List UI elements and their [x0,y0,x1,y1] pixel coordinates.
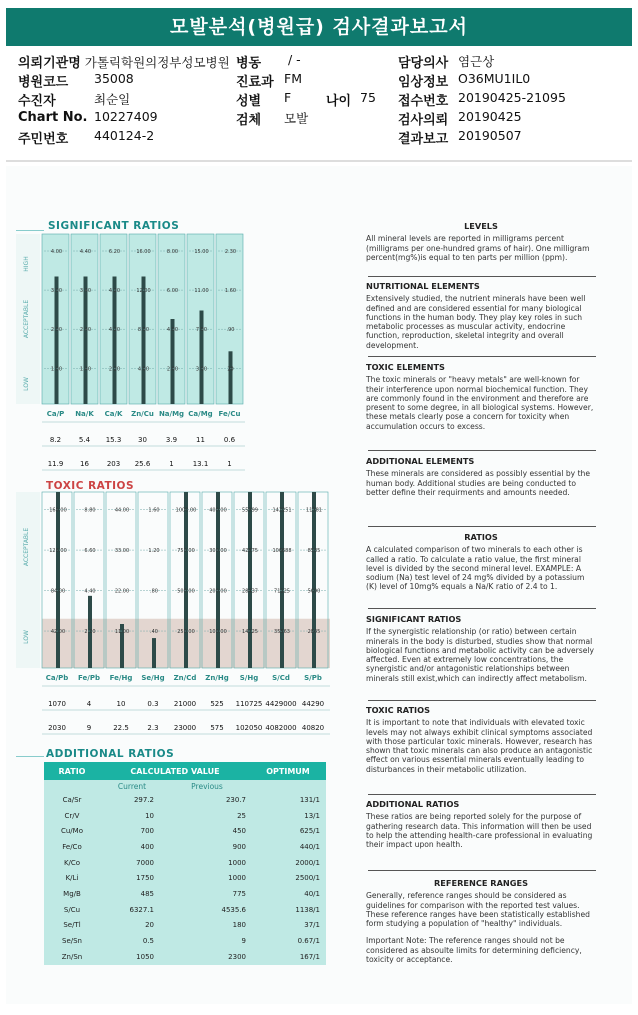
optimum-value: 131/1 [299,795,320,804]
additional-subheader-row [44,780,326,792]
report-value: 20190507 [458,128,522,143]
tick-label: 200.00 [209,588,227,595]
previous-header: Previous [191,781,223,791]
add-heading: ADDITIONAL RATIOS [366,799,460,809]
tick-label: 2.00 [166,366,179,373]
tick-label: 8535 [307,548,321,555]
previous-value: 180 [232,921,246,930]
tick-label: 42.00 [50,629,66,636]
previous-value: 4082000 [265,724,297,732]
tick-label: 4.40 [84,588,96,595]
tick-label: 12.00 [136,288,151,295]
ratio-name: Ca/Sr [62,795,82,804]
result-value: 15.3 [105,436,122,444]
sig-heading: SIGNIFICANT RATIOS [366,614,462,624]
ratio-bar [55,277,59,405]
tick-label: 2845 [307,629,321,636]
result-value: 3.9 [165,436,178,444]
resident-value: 440124-2 [94,128,155,143]
current-value: 400 [140,842,154,851]
ratio-bar [200,311,204,405]
previous-value: 450 [232,827,246,836]
previous-value: 2300 [228,952,246,961]
tick-label: 4.00 [166,327,179,334]
previous-value: 25 [237,811,246,820]
additional-row [44,823,326,839]
tox-heading: TOXIC RATIOS [366,705,430,715]
doctor-value: 염근상 [458,54,495,69]
label-specimen: 검체 [236,113,262,128]
tick-label: 2.00 [50,327,63,334]
tick-label: 4.20 [108,288,121,295]
toxic-title: TOXIC RATIOS [46,480,135,492]
ratio-bar [280,492,284,668]
tick-label: .90 [226,327,235,334]
calc-header: CALCULATED VALUE [130,766,220,776]
tick-label: 4.20 [108,327,121,334]
label-hospital: 의뢰기관명 [18,56,81,71]
nutritional-text: Extensively studied, the nutrient minerals have been well defined and are considered essential for many biological functions in the human body. They play key roles in such metabolic processes as muscular activity, endocrine function, reproduction, skeletal integrity and overall development. [366,294,586,350]
label-request: 검사의뢰 [398,113,449,128]
tick-label: 250.00 [177,629,195,636]
ratio-bar [248,492,252,668]
optimum-value: 40/1 [304,889,320,898]
previous-value: 25.6 [134,460,151,468]
additional-header-row [44,762,326,780]
column-name: Fe/Hg [109,674,133,682]
notes-rule [368,794,596,795]
current-value: 700 [140,827,154,836]
tick-label: 168.00 [49,507,67,514]
important-note: Important Note: The reference ranges should not be considered as absoulte limits for determining deficiency, toxicity or acceptance. [366,936,582,965]
tick-label: 300.00 [209,548,227,555]
current-value: 0.5 [142,937,154,946]
notes-additional-ratios [366,800,596,849]
tick-label: 4.40 [79,249,92,255]
label-code: 병원코드 [18,75,69,90]
significant-ratios-chart [16,232,248,476]
result-value: 8.2 [49,436,62,444]
tick-label: 6.20 [108,249,121,255]
tick-label: 4.00 [50,249,63,255]
optimum-value: 2000/1 [295,858,320,867]
ratio-name: S/Cu [63,905,81,914]
toxic-heading: TOXIC ELEMENTS [366,362,445,372]
ratio-bar [84,277,88,405]
tick-label: 14225 [242,629,258,636]
ratio-name: Cu/Mo [60,827,83,836]
notes-rule [368,870,596,871]
tick-label: 1.20 [148,548,160,555]
significant-rule [16,230,44,231]
chart-value: 10227409 [94,109,158,124]
optimum-header: OPTIMUM [266,766,310,776]
notes-reference [366,879,596,964]
clinical-value: O36MU1IL0 [458,71,531,86]
tox-text: It is important to note that individuals with elevated toxic levels may not always exhibit clinical symptoms associated with those particular toxic minerals. However, research has shown that toxic minerals can also produce an antagonistic effect on various essential minerals eventually leading to disturbances in their metabolic utilization. [366,718,593,774]
column-name: Ca/P [46,410,65,418]
tick-label: 100.00 [209,629,227,636]
ratio-bar [113,277,117,405]
zone-label: ACCEPTABLE [23,527,30,567]
tick-label: 33.00 [114,548,130,555]
previous-value: 2030 [48,724,66,732]
report-title: 모발분석(병원급) 검사결과보고서 [6,8,632,46]
tick-label: 1.60 [224,288,237,295]
additional-row [44,933,326,949]
ratio-name: K/Li [65,874,79,883]
result-value: 30 [138,436,147,444]
current-value: 1750 [136,874,154,883]
tick-label: 55999 [242,507,258,514]
tick-label: 11.00 [194,288,209,295]
significant-title: SIGNIFICANT RATIOS [48,220,180,232]
previous-value: 575 [210,724,224,732]
age-value: 75 [360,90,376,105]
notes-rule [368,526,596,527]
notes-toxic [366,363,596,431]
tick-label: 84.00 [50,588,66,595]
current-value: 10 [145,811,154,820]
current-value: 297.2 [133,795,154,804]
previous-value: 1 [227,460,232,468]
additional-row [44,839,326,855]
column-name: Ca/Pb [45,674,69,682]
header-separator [6,160,632,162]
previous-value: 22.5 [113,724,129,732]
additional-row [44,870,326,886]
label-receipt: 접수번호 [398,94,449,109]
tick-label: 2.20 [84,629,96,636]
tick-label: 400.00 [209,507,227,514]
ratio-name: Zn/Sn [61,952,83,961]
notes-ratios [366,533,596,592]
label-resident: 주민번호 [18,132,69,147]
tick-label: 2.40 [79,327,92,334]
column-name: Zn/Cu [131,410,154,418]
tick-label: 8.00 [166,249,179,255]
toxic-text: The toxic minerals or "heavy metals" are well-known for their interference upon normal biochemical function. They are commonly found in the environment and therefore are present to some degree, in all biological systems. However, these metals clearly pose a concern for toxicity when accumulation occurs to excess. [366,375,594,431]
column-name: Ca/K [104,410,123,418]
previous-value: 2.3 [147,724,159,732]
add-text: These ratios are being reported solely for the purpose of gathering research data. This information will then be used to help the attending health-care professional in evaluating their impact upon health. [366,812,593,850]
previous-value: 230.7 [225,795,246,804]
levels-text: All mineral levels are reported in milligrams percent (milligrams per one-hundred grams of hair). One milligram percent(mg%)is equal to ten parts per million (ppm). [366,234,590,262]
additional-row [44,918,326,934]
optimum-value: 440/1 [299,842,320,851]
column-name: Se/Hg [141,674,165,682]
current-value: 7000 [136,858,154,867]
optimum-value: 0.67/1 [297,937,320,946]
result-value: 5.4 [78,436,91,444]
sex-value: F [284,90,292,105]
column-name: Na/Mg [158,410,185,418]
result-value: 21000 [173,700,197,708]
previous-value: 16 [80,460,89,468]
result-value: 11 [196,436,205,444]
ratio-name: Se/Tl [63,921,81,930]
nutritional-heading: NUTRITIONAL ELEMENTS [366,281,480,291]
tick-label: .40 [150,629,158,636]
tick-label: 15.00 [194,249,209,255]
ratio-bar [312,492,316,668]
column-name: S/Hg [239,674,259,682]
additional-row [44,792,326,808]
tick-label: 1.60 [148,507,160,514]
current-value: 1050 [136,952,154,961]
ref-text: Generally, reference ranges should be considered as guidelines for comparison with the reported test values. These reference ranges have been statistically established form studying a population of "healthy" individuals. [366,891,590,929]
result-value: 4 [86,700,92,708]
notes-levels [366,222,596,262]
result-value: 44290 [301,700,325,708]
notes-toxic-ratios [366,706,596,774]
receipt-value: 20190425-21095 [458,90,566,105]
zone-label: LOW [23,630,30,644]
ref-heading: REFERENCE RANGES [434,878,528,888]
notes-rule [368,450,596,451]
label-chart: Chart No. [18,110,88,125]
result-value: 1070 [48,700,66,708]
previous-value: 203 [106,460,121,468]
current-value: 6327.1 [129,905,154,914]
previous-value: 11.9 [47,460,64,468]
additional-row [44,855,326,871]
tick-label: 6.60 [84,548,96,555]
specimen-value: 모발 [284,111,309,126]
result-value: 10 [116,700,126,708]
additional-row [44,949,326,965]
label-clinical: 임상정보 [398,75,449,90]
ratio-name: K/Co [63,858,81,867]
tick-label: 3.40 [79,288,92,295]
label-doctor: 담당의사 [398,56,449,71]
column-name: Zn/Hg [205,674,229,682]
previous-value: 9 [241,937,246,946]
tick-label: 20 [227,366,234,373]
optimum-value: 37/1 [304,921,320,930]
column-name: S/Pb [304,674,322,682]
tick-label: 8.80 [84,507,96,514]
tick-label: 44.00 [114,507,130,514]
tick-label: 11.00 [114,629,130,636]
previous-value: 900 [232,842,246,851]
additional-ratios-table [44,762,326,965]
tick-label: 750.00 [177,548,195,555]
ratio-header: RATIO [58,766,86,776]
column-name: Na/K [75,410,94,418]
label-dept: 진료과 [236,75,274,90]
notes-rule [368,608,596,609]
additional-text: These minerals are considered as possibly essential by the human body. Additional studies are being conducted to better define their requirments and amounts needed. [366,469,591,497]
notes-rule [368,276,596,277]
previous-value: 40820 [301,724,325,732]
tick-label: 42875 [242,548,258,555]
notes-additional [366,457,596,497]
tick-label: 7.00 [195,327,208,334]
tick-label: 2.20 [108,366,121,373]
label-ward: 병동 [236,56,262,71]
tick-label: 3.00 [50,288,63,295]
ratio-bar [56,492,60,668]
tick-label: 1.40 [79,366,92,373]
column-name: Fe/Pb [78,674,100,682]
previous-value: 1 [169,460,174,468]
tick-label: .80 [150,588,158,595]
tick-label: 1000.00 [175,507,197,514]
ward-value: / - [288,52,301,67]
notes-rule [368,356,596,357]
tick-label: 6.00 [166,288,179,295]
current-value: 20 [145,921,154,930]
tick-label: 106688 [272,548,292,555]
additional-heading: ADDITIONAL ELEMENTS [366,456,475,466]
previous-value: 102050 [235,724,263,732]
previous-value: 775 [232,889,246,898]
tick-label: 3.00 [195,366,208,373]
tick-label: 4.00 [137,366,150,373]
notes-nutritional [366,282,596,350]
ratio-bar [142,277,146,405]
result-value: 525 [210,700,224,708]
additional-rule [16,756,44,757]
tick-label: 5690 [307,588,321,595]
previous-value: 23000 [173,724,197,732]
column-name: S/Cd [272,674,290,682]
previous-value: 13.1 [192,460,209,468]
current-value: 485 [140,889,154,898]
label-report: 결과보고 [398,132,449,147]
optimum-value: 625/1 [299,827,320,836]
previous-value: 1000 [228,858,246,867]
label-sex: 성별 [236,94,262,109]
current-header: Current [117,781,147,791]
tick-label: 35563 [274,629,290,636]
tick-label: 142251 [272,507,292,514]
zone-label: LOW [23,377,30,391]
additional-row [44,886,326,902]
tick-label: 71125 [274,588,290,595]
tick-label: 1.00 [50,366,63,373]
previous-value: 4535.6 [221,905,246,914]
result-value: 110725 [235,700,263,708]
ratio-name: Se/Sn [62,937,82,946]
tick-label: 16.00 [136,249,151,255]
levels-heading: LEVELS [464,221,498,231]
tick-label: 8.00 [137,327,150,334]
zone-label: HIGH [23,256,30,272]
additional-row [44,902,326,918]
request-value: 20190425 [458,109,522,124]
previous-value: 9 [86,724,92,732]
dept-value: FM [284,71,302,86]
tick-label: 11381 [306,507,322,514]
tick-label: 28437 [242,588,258,595]
ratios-heading: RATIOS [464,532,498,542]
ratio-name: Fe/Co [62,842,82,851]
tick-label: 22.00 [114,588,130,595]
result-value: 0.6 [223,436,236,444]
previous-value: 1000 [228,874,246,883]
column-name: Ca/Mg [188,410,213,418]
column-name: Fe/Cu [218,410,241,418]
result-value: 4429000 [265,700,297,708]
tick-label: 126.00 [49,548,67,555]
tick-label: 2.30 [224,249,237,255]
result-value: 0.3 [147,700,159,708]
tick-label: 500.00 [177,588,195,595]
code-value: 35008 [94,71,134,86]
collector-value: 최순일 [94,92,131,107]
hospital-value: 가톨릭학원의정부성모병원 [84,55,230,70]
optimum-value: 1138/1 [295,905,320,914]
additional-row [44,808,326,824]
additional-title: ADDITIONAL RATIOS [46,748,175,760]
optimum-value: 167/1 [299,952,320,961]
ratio-name: Mg/B [63,889,81,898]
ratio-bar [229,351,233,404]
label-age: 나이 [326,94,352,109]
ratios-text: A calculated comparison of two minerals to each other is called a ratio. To calculate a ratio value, the first mineral level is divided by the second mineral level. EXAMPLE: A sodium (Na) test level of 24 mg% divided by a potassium (K) level of 10mg% equals a Na/K ratio of 2.4 to 1. [366,545,585,592]
zone-label: ACCEPTABLE [23,299,30,339]
column-name: Zn/Cd [173,674,197,682]
label-collector: 수진자 [18,94,56,109]
notes-rule [368,700,596,701]
notes-significant [366,615,596,683]
ratio-bar [184,492,188,668]
ratio-name: Cr/V [64,811,80,820]
optimum-value: 2500/1 [295,874,320,883]
sig-text: If the synergistic relationship (or ratio) between certain minerals in the body is disturbed, studies show that normal biological functions and metabolic activity can be adversely affected. Even at extremely low concentrations, the synergistic and/or antagonistic relationships between minerals still exist,which can indirectly affect metabolism. [366,627,595,683]
ratio-bar [152,638,156,668]
optimum-value: 13/1 [304,811,320,820]
toxic-ratios-chart [16,490,334,742]
ratio-bar [216,492,220,668]
additional-rows [44,792,326,965]
